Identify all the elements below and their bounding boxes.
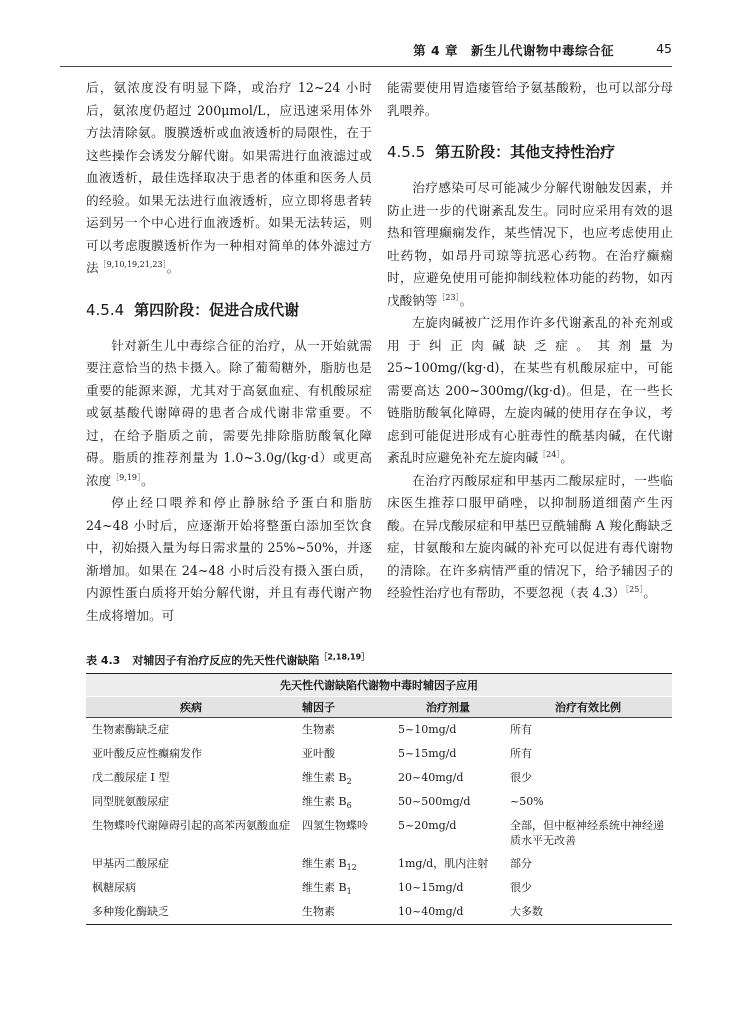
cofactor-cell: 维生素 $B_6$ xyxy=(302,795,352,811)
disease-cell: 戊二酸尿症 Ⅰ 型 xyxy=(92,771,170,784)
table-row xyxy=(86,900,672,925)
disease-cell: 枫糖尿病 xyxy=(92,881,136,894)
paragraph: 治疗感染可尽可能减少分解代谢触发因素，并防止进一步的代谢紊乱发生。同时应采用有效的退热和管理癫痫发作，某些情况下，也应考虑使用止吐药物，如昂丹司琼等抗恶心药物。在治疗癫痫时，应避免使用可能抑制线粒体功能的药物，如丙戊酸钠等$^{[23]}$。 xyxy=(387,180,673,308)
paragraph: 后，氨浓度没有明显下降，或治疗 12~24 小时后，氨浓度仍超过 200μmol/L，应迅速采用体外方法清除氨。腹膜透析或血液透析的局限性，在于这些操作会诱发分解代谢。如果需进行血液滤过或血液透析，最佳选择取决于患者的体重和医务人员的经验。如果无法进行血液透析，应立即将患者转运到另一个中心进行血液透析。如果无法转运，则可以考虑腹膜透析作为一种相对简单的体外滤过方法$^{[9,10,19,21,23]}$。 xyxy=(86,80,372,275)
citation: ［2,18,19］ xyxy=(319,652,370,662)
disease-cell: 甲基丙二酸尿症 xyxy=(92,857,169,870)
table-super-header: 先天性代谢缺陷代谢物中毒时辅因子应用 xyxy=(86,674,672,697)
disease-cell: 生物蝶呤代谢障碍引起的高苯丙氨酸血症 xyxy=(92,819,290,832)
dose-cell: 1mg/d，肌内注射 xyxy=(398,857,489,870)
disease-cell: 同型胱氨酸尿症 xyxy=(92,795,169,808)
right-column xyxy=(387,77,673,605)
column-header: 治疗有效比例 xyxy=(504,697,672,718)
dose-cell: 20~40mg/d xyxy=(398,771,464,784)
cofactor-cell: 维生素 $B_1$ xyxy=(302,881,352,897)
column-header: 治疗剂量 xyxy=(392,697,504,718)
cofactor-cell: 生物素 xyxy=(302,723,335,736)
section-heading: 4.5.5 第五阶段：其他支持性治疗 xyxy=(387,143,616,161)
dose-cell: 10~40mg/d xyxy=(392,900,504,925)
cofactor-table xyxy=(86,673,672,925)
efficacy-cell: 大多数 xyxy=(504,900,672,925)
paragraph: 左旋肉碱被广泛用作许多代谢紊乱的补充剂或用于纠正肉碱缺乏症。其剂量为 25~100mg/(kg·d)，在某些有机酸尿症中，可能需要高达 200~300mg/(kg·d)。但是，在一些长链脂肪酸氧化障碍，左旋肉碱的使用存在争议，考虑到可能促进形成有心脏毒性的酰基肉碱，在代谢紊乱时应避免补充左旋肉碱$^{[24]}$。 xyxy=(387,315,673,465)
dose-cell: 50~500mg/d xyxy=(398,795,471,808)
citation: ［9,19］ xyxy=(111,472,141,482)
cofactor-cell: 维生素 $B_{12}$ xyxy=(302,857,357,873)
efficacy-cell: 所有 xyxy=(510,723,532,736)
efficacy-cell: 很少 xyxy=(510,771,532,784)
table-row xyxy=(86,852,672,876)
dose-cell: 5~15mg/d xyxy=(398,747,457,760)
dose-cell: 10~15mg/d xyxy=(398,881,464,894)
disease-cell: 多种羧化酶缺乏 xyxy=(86,900,296,925)
efficacy-cell: 部分 xyxy=(510,857,532,870)
cofactor-cell: 维生素 $B_2$ xyxy=(302,771,352,787)
column-header: 疾病 xyxy=(86,697,296,718)
table-row xyxy=(86,790,672,814)
table-row xyxy=(86,766,672,790)
dose-cell: 5~20mg/d xyxy=(398,819,457,832)
table-caption: 表 4.3 对辅因子有治疗反应的先天性代谢缺陷$^{[2,18,19]}$ xyxy=(86,652,370,667)
cofactor-cell: 生物素 xyxy=(296,900,392,925)
page-number: 45 xyxy=(656,41,672,56)
cofactor-cell: 亚叶酸 xyxy=(302,747,335,760)
paragraph: 在治疗丙酸尿症和甲基丙二酸尿症时，一些临床医生推荐口服甲硝唑，以抑制肠道细菌产生丙酸。在异戊酸尿症和甲基巴豆酰辅酶 A 羧化酶缺乏症，甘氨酸和左旋肉碱的补充可以促进有毒代谢物的清除。在许多病情严重的情况下，给予辅因子的经验性治疗也有帮助，不要忽视（表 4.3）$^{[25]}$。 xyxy=(387,472,673,600)
citation: ［23］ xyxy=(437,292,460,302)
table-row xyxy=(86,814,672,852)
left-column xyxy=(86,77,372,627)
paragraph: 停止经口喂养和停止静脉给予蛋白和脂肪 24~48 小时后，应逐渐开始将整蛋白添加至饮食中，初始摄入量为每日需求量的 25%~50%，并逐渐增加。如果在 24~48 小时后没有摄入蛋白质，内源性蛋白质将开始分解代谢，并且有毒代谢产物生成将增加。可 xyxy=(86,495,372,623)
efficacy-cell: 全部，但中枢神经系统中神经递质水平无改善 xyxy=(510,819,664,847)
table-row xyxy=(86,718,672,743)
table-row xyxy=(86,742,672,766)
citation: ［9,10,19,21,23］ xyxy=(98,259,167,269)
efficacy-cell: ~50% xyxy=(510,795,544,808)
paragraph: 针对新生儿中毒综合征的治疗，从一开始就需要注意恰当的热卡摄入。除了葡萄糖外，脂肪也是重要的能源来源，尤其对于高氨血症、有机酸尿症或氨基酸代谢障碍的患者合成代谢非常重要。不过，在给予脂质之前，需要先排除脂肪酸氧化障碍。脂质的推荐剂量为 1.0~3.0g/(kg·d）或更高浓度$^{[9,19]}$。 xyxy=(86,337,372,488)
chapter-title: 第 4 章 新生儿代谢物中毒综合征 xyxy=(413,43,614,58)
dose-cell: 5~10mg/d xyxy=(398,723,457,736)
page-header xyxy=(60,0,672,67)
efficacy-cell: 所有 xyxy=(510,747,532,760)
cofactor-cell: 四氢生物蝶呤 xyxy=(302,819,368,832)
section-heading: 4.5.4 第四阶段：促进合成代谢 xyxy=(86,300,300,319)
paragraph: 能需要使用胃造瘘管给予氨基酸粉，也可以部分母乳喂养。 xyxy=(387,80,673,118)
table-row xyxy=(86,876,672,900)
citation: ［24］ xyxy=(538,449,561,459)
disease-cell: 生物素酶缺乏症 xyxy=(92,723,169,736)
efficacy-cell: 很少 xyxy=(510,881,532,894)
column-header: 辅因子 xyxy=(296,697,392,718)
disease-cell: 亚叶酸反应性癫痫发作 xyxy=(92,747,202,760)
citation: ［25］ xyxy=(625,584,644,594)
